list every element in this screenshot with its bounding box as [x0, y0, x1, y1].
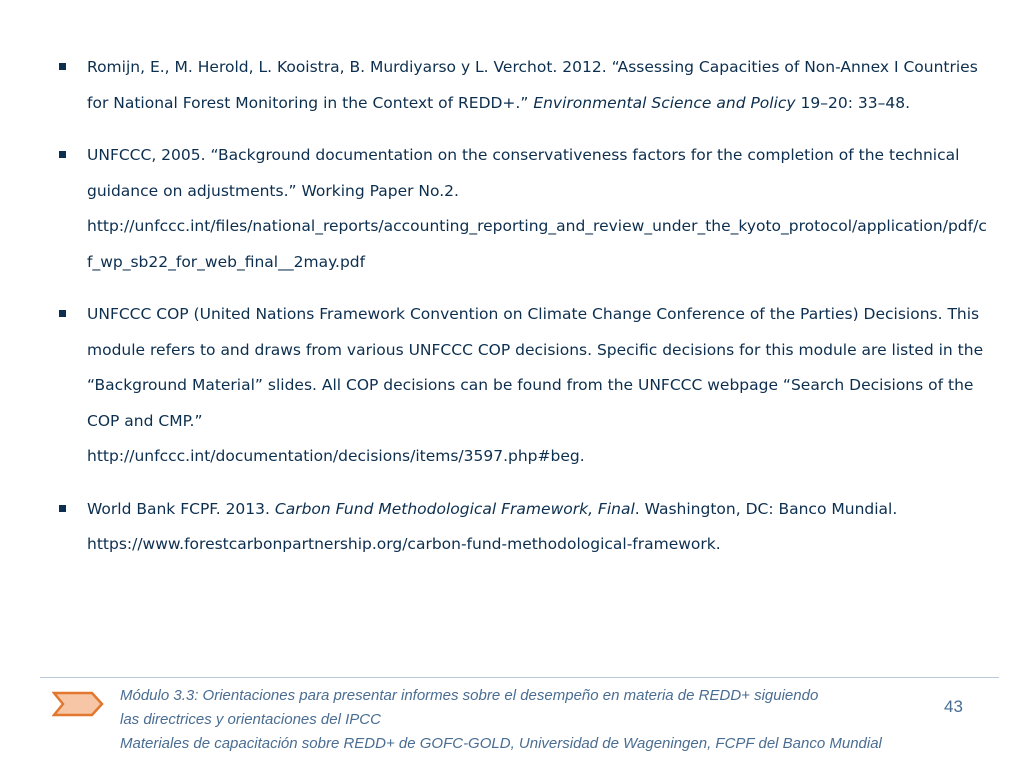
- page-number: 43: [944, 697, 963, 716]
- reference-url[interactable]: https://www.forestcarbonpartnership.org/carbon-fund-methodological-framework.: [87, 535, 721, 553]
- square-bullet-icon: [59, 63, 66, 70]
- reference-list: [57, 50, 992, 580]
- footer-divider: [40, 677, 999, 678]
- reference-citation: . Washington, DC: Banco Mundial.: [634, 499, 898, 518]
- journal-title: Environmental Science and Policy: [533, 93, 796, 112]
- reference-text: UNFCCC COP (United Nations Framework Convention on Climate Change Conference of the Parties) Decisions. This module refers to and draws from various UNFCCC COP decisions. Specific decisions for this module are listed in the “Background Material” slides. All COP decisions can be found from the UNFCCC webpage “Search Decisions of the COP and CMP.”: [87, 305, 984, 430]
- reference-url[interactable]: http://unfccc.int/documentation/decisions/items/3597.php#beg.: [87, 447, 585, 465]
- reference-text: World Bank FCPF. 2013.: [87, 499, 275, 518]
- reference-text: Romijn, E., M. Herold, L. Kooistra, B. Murdiyarso y L. Verchot. 2012. “Assessing Capacities of Non-Annex I Countries for National Forest Monitoring in the Context of REDD+.”: [87, 58, 978, 112]
- chevron-arrow-icon: [52, 691, 104, 717]
- reference-url[interactable]: http://unfccc.int/files/national_reports/accounting_reporting_and_review_under_the_kyoto_protocol/application/pdf/cf_wp_sb22_for_web_final__2may.pdf: [87, 217, 987, 271]
- reference-text: UNFCCC, 2005. “Background documentation on the conservativeness factors for the completion of the technical guidance on adjustments.” Working Paper No.2.: [87, 146, 960, 200]
- square-bullet-icon: [59, 310, 66, 317]
- reference-item-1: [57, 50, 992, 121]
- square-bullet-icon: [59, 505, 66, 512]
- reference-citation: 19–20: 33–48.: [795, 93, 911, 112]
- footer-line-1: Módulo 3.3: Orientaciones para presentar informes sobre el desempeño en materia de REDD+ siguiendo: [120, 687, 819, 704]
- footer-line-3: Materiales de capacitación sobre REDD+ de GOFC-GOLD, Universidad de Wageningen, FCPF del Banco Mundial: [120, 735, 882, 752]
- reference-item-2: [57, 138, 992, 280]
- footer-line-2: las directrices y orientaciones del IPCC: [120, 711, 381, 728]
- reference-item-4: [57, 492, 992, 563]
- publication-title: Carbon Fund Methodological Framework, Final: [274, 499, 635, 518]
- reference-item-3: [57, 297, 992, 475]
- footer-module-info: [120, 684, 940, 756]
- square-bullet-icon: [59, 151, 66, 158]
